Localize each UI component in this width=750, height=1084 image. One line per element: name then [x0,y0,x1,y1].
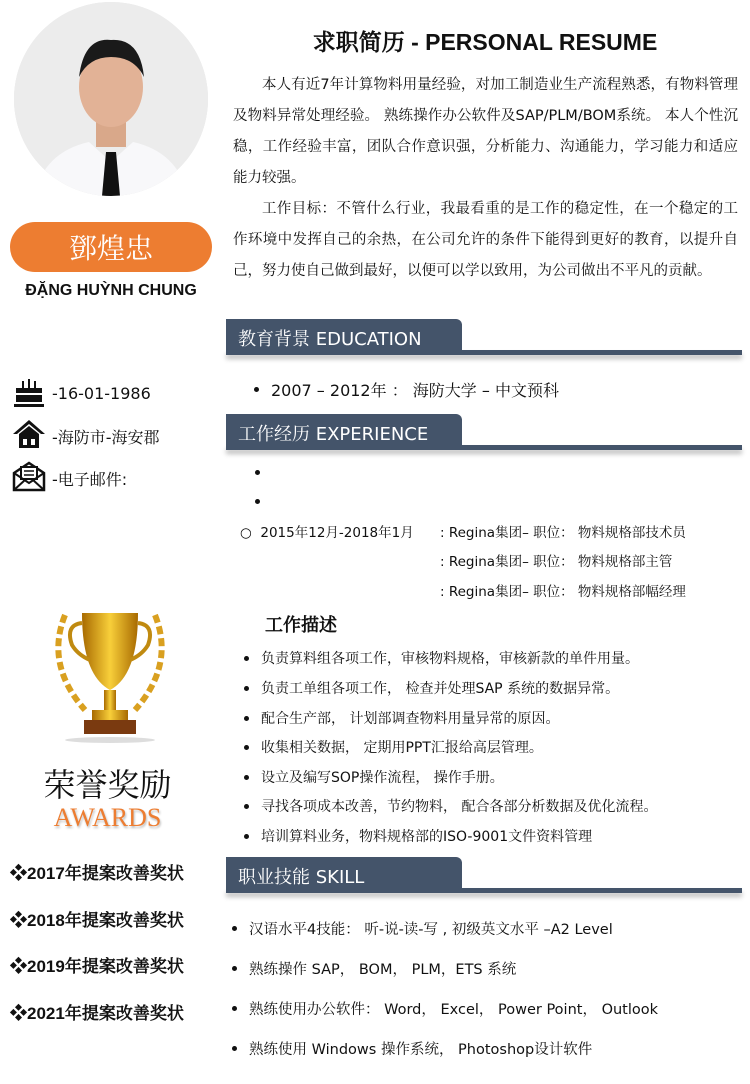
description-item: 寻找各项成本改善，节约物料， 配合各部分析数据及优化流程。 [244,796,657,816]
address-text: -海防市-海安郡 [52,427,160,447]
house-icon [12,417,46,455]
description-item: 收集相关数据， 定期用PPT汇报给高层管理。 [244,737,543,757]
page-title: 求职简历 - PERSONAL RESUME [312,29,658,55]
education-item [254,378,559,401]
skill-item: 熟练操作 SAP， BOM， PLM，ETS 系统 [232,958,516,979]
education-heading: 教育背景 EDUCATION [226,319,462,355]
description-item: 负责算料组各项工作，审核物料规格，审核新款的单件用量。 [244,648,639,668]
trophy-icon [40,605,180,759]
awards-subtitle: AWARDS [53,803,162,832]
award-item: ❖2019年提案改善奖状 [10,957,184,976]
skill-item: 熟练使用办公软件： Word， Excel， Power Point， Outlook [232,998,658,1019]
experience-heading: 工作经历 EXPERIENCE [226,414,462,450]
description-item: 培训算料业务，物料规格部的ISO-9001文件资料管理 [244,826,592,846]
education-text: 2007 – 2012年 ： 海防大学 – 中文预科 [271,381,559,400]
name-badge [10,222,212,272]
experience-role: : Regina集团– 职位： 物料规格部幅经理 [440,584,686,600]
skill-item: 熟练使用 Windows 操作系统， Photoshop设计软件 [232,1038,592,1059]
description-item: 负责工单组各项工作， 检查并处理SAP 系统的数据异常。 [244,678,619,698]
envelope-icon [12,459,46,497]
email-text: -电子邮件: [52,469,128,489]
goal-paragraph: 工作目标：不管什么行业，我最看重的是工作的稳定性，在一个稳定的工作环境中发挥自己的余热，在公司允许的条件下能得到更好的教育，以提升自己，努力使自己做到最好，以便可以学以致用，为公司做出不平凡的贡献。 [233,201,738,279]
description-item: 配合生产部， 计划部调查物料用量异常的原因。 [244,708,559,728]
experience-header [226,414,742,452]
cake-icon [12,374,46,412]
experience-role: : Regina集团– 职位： 物料规格部技术员 [440,525,686,541]
skill-heading: 职业技能 SKILL [226,857,462,893]
bullet [255,470,260,475]
name-chinese: 鄧煌忠 [68,232,153,265]
work-description-title: 工作描述 [265,615,337,636]
experience-role: : Regina集团– 职位： 物料规格部主管 [440,554,673,570]
award-item: ❖2018年提案改善奖状 [10,911,184,930]
address-row [12,417,160,455]
skill-item: 汉语水平4技能： 听-说-读-写 , 初级英文水平 –A2 Level [232,918,613,939]
awards-title: 荣誉奖励 [43,766,172,804]
name-vietnamese: ĐẶNG HUỲNH CHUNG [25,282,197,299]
bullet [255,499,260,504]
award-item: ❖2017年提案改善奖状 [10,864,184,883]
email-row [12,459,127,497]
experience-period: ○ 2015年12月-2018年1月 [240,525,414,541]
birthday-row [12,374,151,412]
period-text: 2015年12月-2018年1月 [260,525,414,541]
intro-paragraph: 本人有近7年计算物料用量经验，对加工制造业生产流程熟悉，有物料管理及物料异常处理经验。 熟练操作办公软件及SAP/PLM/BOM系统。 本人个性沉稳，工作经验丰富，团队合作意识强，分析能力、沟通能力，学习能力和适应能力较强。 [233,77,738,186]
profile-photo [14,2,208,196]
birthday-text: -16-01-1986 [52,383,151,403]
education-header [226,319,742,357]
description-item: 设立及编写SOP操作流程， 操作手册。 [244,767,504,787]
award-item: ❖2021年提案改善奖状 [10,1004,184,1023]
skill-header [226,857,742,895]
